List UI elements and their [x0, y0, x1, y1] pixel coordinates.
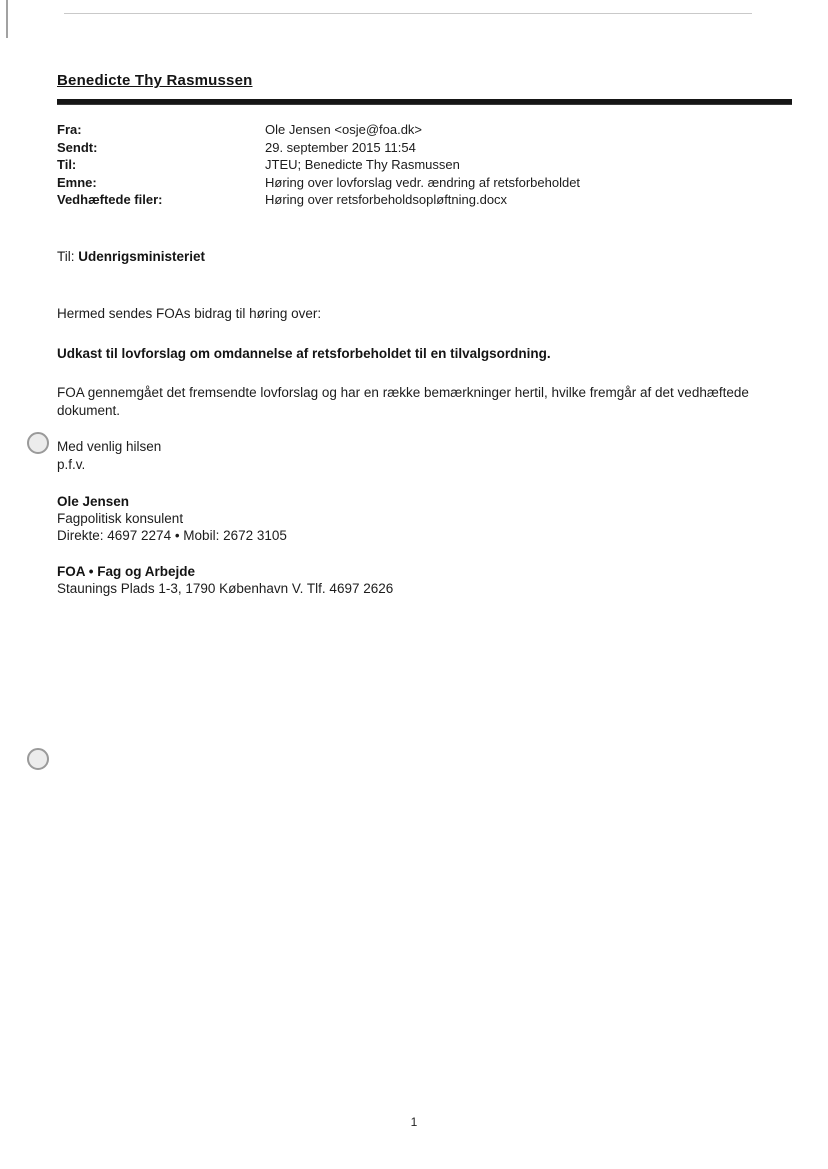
- recipient-line: [57, 249, 205, 264]
- field-value: 29. september 2015 11:54: [265, 139, 416, 155]
- scan-artifact-line: [64, 13, 752, 14]
- field-label: Fra:: [57, 122, 82, 137]
- email-header-fields: [57, 121, 792, 209]
- header-field-attachments: [57, 191, 792, 209]
- field-value: Ole Jensen <osje@foa.dk>: [265, 122, 423, 137]
- field-value: Høring over retsforbeholdsopløftning.docx: [265, 192, 508, 208]
- hole-punch: [27, 748, 49, 770]
- signature-address: Staunings Plads 1-3, 1790 København V. Tlf. 4697 2626: [57, 581, 394, 596]
- signature-company: FOA • Fag og Arbejde: [57, 564, 195, 579]
- field-label: Vedhæftede filer:: [57, 192, 163, 208]
- signature-job-title: Fagpolitisk konsulent: [57, 511, 184, 526]
- page-title: Benedicte Thy Rasmussen: [57, 72, 253, 89]
- intro-line: Hermed sendes FOAs bidrag til høring over:: [57, 306, 322, 321]
- field-label: Emne:: [57, 174, 97, 190]
- recipient-name: Udenrigsministeriet: [78, 249, 206, 264]
- recipient-label: Til:: [57, 249, 75, 264]
- field-value: Høring over lovforslag vedr. ændring af retsforbeholdet: [265, 174, 581, 190]
- header-field-subject: [57, 174, 792, 192]
- scan-edge-artifact: [6, 0, 8, 38]
- body-paragraph: FOA gennemgået det fremsendte lovforslag og har en række bemærkninger hertil, hvilke fremgår af det vedhæftede dokument.: [57, 385, 749, 418]
- signature-phone: Direkte: 4697 2274 • Mobil: 2672 3105: [57, 528, 287, 543]
- signature-name: Ole Jensen: [57, 494, 130, 509]
- header-rule: [57, 99, 792, 105]
- closing-line: Med venlig hilsen: [57, 439, 162, 454]
- header-field-from: [57, 121, 792, 139]
- header-field-sent: [57, 139, 792, 157]
- page-number: 1: [410, 1115, 418, 1129]
- field-label: Til:: [57, 157, 77, 173]
- field-value: JTEU; Benedicte Thy Rasmussen: [265, 157, 460, 173]
- header-field-to: [57, 156, 792, 174]
- subject-line: Udkast til lovforslag om omdannelse af retsforbeholdet til en tilvalgsordning.: [57, 346, 551, 361]
- field-label: Sendt:: [57, 139, 98, 155]
- hole-punch: [27, 432, 49, 454]
- pfv-line: p.f.v.: [57, 457, 86, 472]
